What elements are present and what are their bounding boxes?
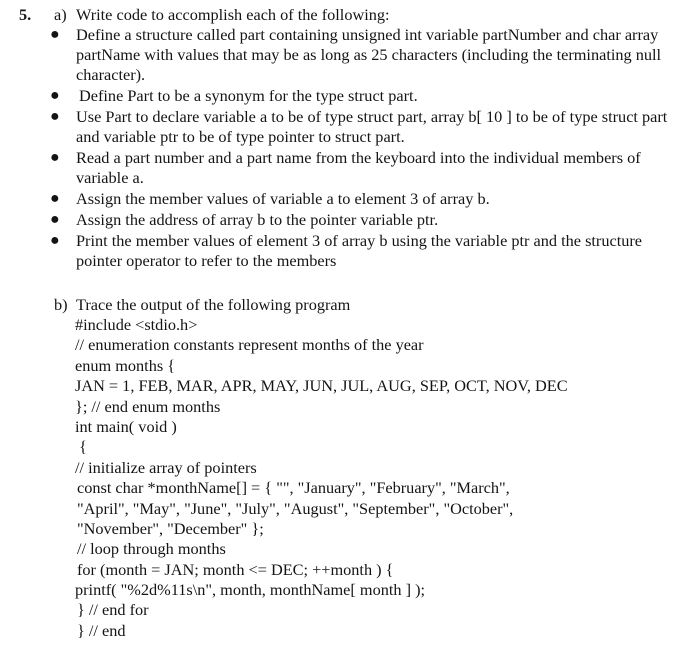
part-b-heading: Trace the output of the following program <box>76 295 351 314</box>
bullet-text: Print the member values of element 3 of array b using the variable ptr and the structure pointer operator to refer to the members <box>76 231 643 270</box>
list-item <box>0 107 676 147</box>
list-item <box>0 25 676 85</box>
bullet-icon: ● <box>50 149 60 166</box>
code-line: // loop through months <box>77 539 226 559</box>
code-line: int main( void ) <box>75 416 177 436</box>
code-line: "April", "May", "June", "July", "August", "September", "October", <box>77 498 514 518</box>
bullet-icon: ● <box>50 108 60 125</box>
code-listing <box>75 315 568 641</box>
code-line: } // end for <box>77 600 149 620</box>
code-line: JAN = 1, FEB, MAR, APR, MAY, JUN, JUL, AUG, SEP, OCT, NOV, DEC <box>75 376 568 396</box>
code-line: } // end <box>77 620 126 640</box>
code-line: "November", "December" }; <box>77 518 264 538</box>
question-number: 5. <box>19 5 32 24</box>
part-a-heading: Write code to accomplish each of the following: <box>76 5 390 24</box>
bullet-text: Define a structure called part containing unsigned int variable partNumber and char array partName with values that may be as long as 25 characters (including the terminating null character). <box>76 25 662 84</box>
code-line: // initialize array of pointers <box>75 457 257 477</box>
list-item <box>0 148 676 188</box>
list-item <box>0 86 676 106</box>
code-line: printf( "%2d%11s\n", month, monthName[ month ] ); <box>75 580 426 600</box>
bullet-icon: ● <box>50 190 60 207</box>
bullet-text: Use Part to declare variable a to be of type struct part, array b[ 10 ] to be of type struct part and variable ptr to be of type pointer to struct part. <box>76 107 668 146</box>
bullet-icon: ● <box>50 26 60 43</box>
list-item <box>0 189 676 209</box>
code-line: enum months { <box>75 355 176 375</box>
list-item <box>0 231 676 271</box>
list-item <box>0 210 676 230</box>
bullet-text: Define Part to be a synonym for the type struct part. <box>79 86 418 105</box>
bullet-text: Read a part number and a part name from the keyboard into the individual members of variable a. <box>76 148 641 187</box>
code-line: for (month = JAN; month <= DEC; ++month ) { <box>77 559 394 579</box>
bullet-text: Assign the member values of variable a to element 3 of array b. <box>76 189 490 208</box>
code-line: const char *monthName[] = { "", "January", "February", "March", <box>77 478 510 498</box>
bullet-text: Assign the address of array b to the pointer variable ptr. <box>76 210 439 229</box>
part-a-bullet-list <box>0 25 688 272</box>
part-b-label: b) <box>54 295 68 314</box>
code-line: #include <stdio.h> <box>75 315 198 334</box>
bullet-icon: ● <box>50 87 60 104</box>
bullet-icon: ● <box>50 232 60 249</box>
code-line: }; // end enum months <box>75 396 221 416</box>
part-a-label: a) <box>54 5 67 24</box>
bullet-icon: ● <box>50 211 60 228</box>
code-line: // enumeration constants represent months of the year <box>75 335 424 355</box>
code-line: { <box>75 437 87 457</box>
